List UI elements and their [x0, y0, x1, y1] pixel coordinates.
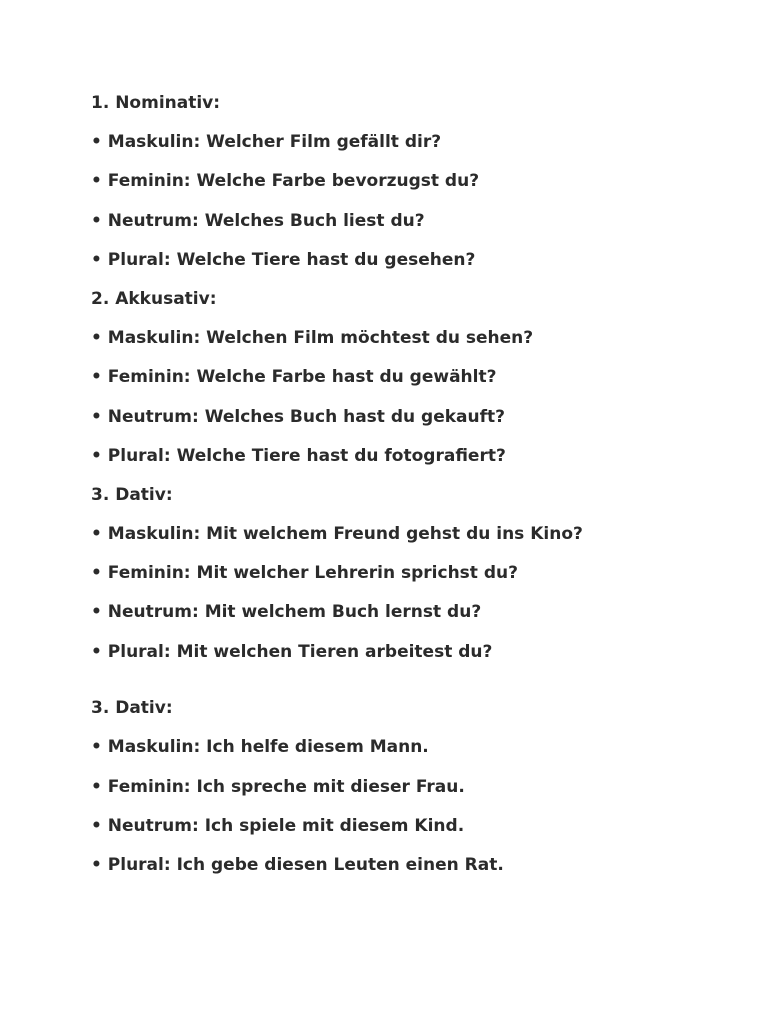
list-item: • Neutrum: Ich spiele mit diesem Kind. — [91, 815, 465, 836]
list-item: • Plural: Welche Tiere hast du fotografiert? — [91, 445, 506, 466]
section-heading: 1. Nominativ: — [91, 93, 221, 113]
list-item: • Neutrum: Mit welchem Buch lernst du? — [91, 602, 482, 623]
list-item: • Plural: Mit welchen Tieren arbeitest du? — [91, 641, 493, 662]
list-item: • Maskulin: Ich helfe diesem Mann. — [91, 737, 429, 758]
list-item: • Feminin: Welche Farbe hast du gewählt? — [91, 367, 497, 388]
section-dativ-examples — [91, 697, 751, 893]
list-item: • Maskulin: Welchen Film möchtest du sehen? — [91, 328, 534, 349]
section-akkusativ — [91, 288, 751, 484]
list-item: • Feminin: Mit welcher Lehrerin sprichst du? — [91, 563, 518, 584]
section-heading: 3. Dativ: — [91, 698, 173, 719]
section-spacer — [91, 680, 751, 697]
list-item: • Maskulin: Mit welchem Freund gehst du ins Kino? — [91, 524, 583, 545]
list-item: • Plural: Welche Tiere hast du gesehen? — [91, 249, 476, 270]
document-page — [91, 92, 751, 893]
list-item: • Neutrum: Welches Buch liest du? — [91, 210, 425, 231]
list-item: • Feminin: Ich spreche mit dieser Frau. — [91, 776, 465, 797]
section-dativ-questions — [91, 484, 751, 680]
section-nominativ — [91, 92, 751, 288]
list-item: • Feminin: Welche Farbe bevorzugst du? — [91, 171, 480, 192]
list-item: • Neutrum: Welches Buch hast du gekauft? — [91, 406, 505, 427]
section-heading: 3. Dativ: — [91, 484, 173, 505]
list-item: • Maskulin: Welcher Film gefällt dir? — [91, 132, 442, 153]
section-heading: 2. Akkusativ: — [91, 288, 217, 309]
list-item: • Plural: Ich gebe diesen Leuten einen Rat. — [91, 854, 504, 875]
